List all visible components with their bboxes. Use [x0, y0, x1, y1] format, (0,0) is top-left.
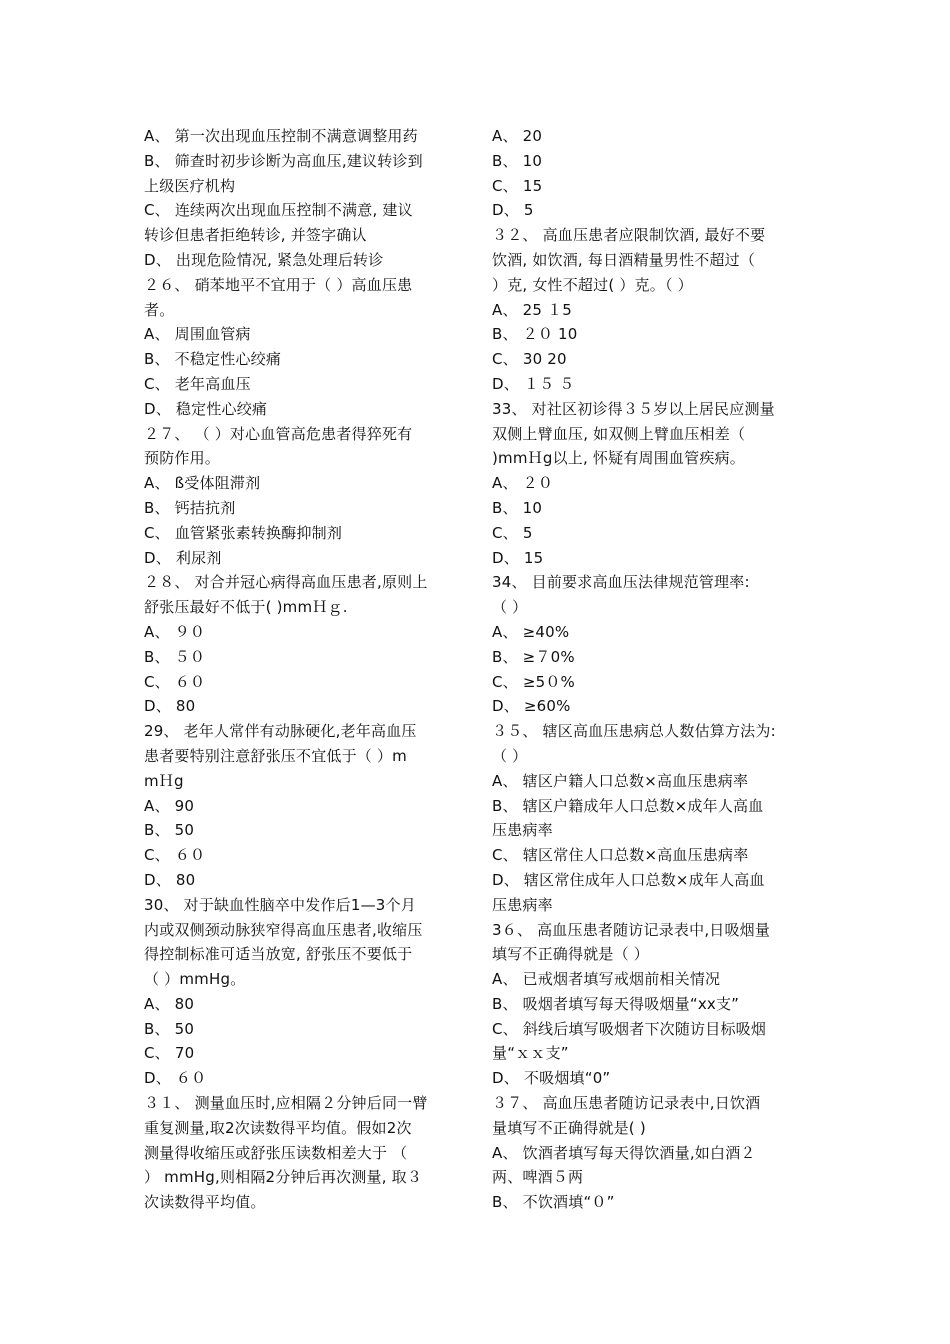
text-line: ２６、 硝苯地平不宜用于（ ）高血压患 — [144, 275, 413, 294]
text-line: 者。 — [144, 300, 175, 319]
text-line: A、 周围血管病 — [144, 325, 251, 344]
text-line: 测量得收缩压或舒张压读数相差大于 （ — [144, 1143, 408, 1162]
text-line: B、 辖区户籍成年人口总数×成年人高血 — [492, 796, 764, 815]
text-line: B、 不稳定性心绞痛 — [144, 350, 282, 369]
text-line: 预防作用。 — [144, 449, 221, 468]
text-line: C、 血管紧张素转换酶抑制剂 — [144, 523, 343, 542]
text-line: 舒张压最好不低于( )mmＨｇ. — [144, 598, 348, 617]
text-line: C、 30 20 — [492, 350, 567, 369]
text-line: B、 ≥７0% — [492, 647, 575, 666]
text-line: A、 25 １5 — [492, 300, 573, 319]
text-line: B、 ２０ 10 — [492, 325, 578, 344]
text-line: A、 饮酒者填写每天得饮酒量,如白酒２ — [492, 1143, 756, 1162]
text-line: 压患病率 — [492, 895, 553, 914]
text-line: ２８、 对合并冠心病得高血压患者,原则上 — [144, 573, 428, 592]
text-line: D、 辖区常住成年人口总数×成年人高血 — [492, 870, 765, 889]
text-line: B、 10 — [492, 498, 543, 517]
text-line: D、 稳定性心绞痛 — [144, 399, 268, 418]
text-line: D、 ６０ — [144, 1069, 207, 1088]
text-line: ）克, 女性不超过( ）克。（ ） — [492, 275, 693, 294]
text-line: B、 不饮酒填“０” — [492, 1193, 615, 1212]
text-line: ３２、 高血压患者应限制饮酒, 最好不要 — [492, 226, 766, 245]
text-line: ２７、 （ ）对心血管高危患者得猝死有 — [144, 424, 413, 443]
text-line: ３１、 测量血压时,应相隔２分钟后同一臂 — [144, 1094, 428, 1113]
text-line: mＨg — [144, 771, 184, 790]
text-line: C、 5 — [492, 523, 533, 542]
text-line: C、 连续两次出现血压控制不满意, 建议 — [144, 201, 413, 220]
text-line: B、 50 — [144, 1019, 195, 1038]
text-line: B、 50 — [144, 821, 195, 840]
text-line: 重复测量,取2次读数得平均值。假如2次 — [144, 1118, 412, 1137]
text-line: A、 已戒烟者填写戒烟前相关情况 — [492, 970, 721, 989]
text-line: 3６、 高血压患者随访记录表中,日吸烟量 — [492, 920, 771, 939]
text-line: ３７、 高血压患者随访记录表中,日饮酒 — [492, 1094, 761, 1113]
text-line: A、 ９０ — [144, 622, 206, 641]
text-line: 29、 老年人常伴有动脉硬化,老年高血压 — [144, 722, 417, 741]
text-line: 次读数得平均值。 — [144, 1193, 266, 1212]
text-line: C、 ６０ — [144, 846, 206, 865]
text-line: A、 第一次出现血压控制不满意调整用药 — [144, 127, 418, 145]
text-line: 内或双侧颈动脉狭窄得高血压患者,收缩压 — [144, 920, 423, 939]
text-line: 双侧上臂血压, 如双侧上臂血压相差（ — [492, 424, 746, 443]
text-line: 量“ｘｘ支” — [492, 1044, 569, 1063]
text-line: 30、 对于缺血性脑卒中发作后1—3个月 — [144, 895, 416, 914]
text-line: 上级医疗机构 — [144, 176, 236, 195]
text-line: 两、啤酒５两 — [492, 1168, 584, 1187]
text-line: C、 ６０ — [144, 672, 206, 691]
text-line: 饮酒, 如饮酒, 每日酒精量男性不超过（ — [492, 250, 756, 269]
text-line: A、 ß受体阻滞剂 — [144, 474, 261, 493]
text-line: 量填写不正确得就是( ) — [492, 1118, 646, 1137]
text-line: 33、 对社区初诊得３５岁以上居民应测量 — [492, 399, 775, 418]
text-line: C、 70 — [144, 1044, 195, 1063]
text-line: 压患病率 — [492, 821, 553, 840]
text-line: A、 ≥40% — [492, 622, 570, 641]
text-line: （ ）mmHg。 — [144, 970, 246, 989]
left-column — [144, 124, 462, 1215]
text-line: （ ） — [492, 598, 528, 617]
text-line: C、 15 — [492, 176, 543, 195]
text-line: C、 辖区常住人口总数×高血压患病率 — [492, 846, 749, 865]
text-line: ） mmHg,则相隔2分钟后再次测量, 取３ — [144, 1168, 423, 1187]
text-line: D、 不吸烟填“0” — [492, 1069, 611, 1088]
text-line: B、 钙拮抗剂 — [144, 498, 236, 517]
text-line: B、 吸烟者填写每天得吸烟量“xx支” — [492, 994, 740, 1013]
text-line: D、 ≥60% — [492, 697, 571, 716]
text-line: B、 10 — [492, 151, 543, 170]
text-line: B、 筛查时初步诊断为高血压,建议转诊到 — [144, 151, 423, 170]
text-line: A、 20 — [492, 127, 543, 145]
right-column — [492, 124, 810, 1215]
text-line: （ ） — [492, 746, 528, 765]
text-line: C、 斜线后填写吸烟者下次随访目标吸烟 — [492, 1019, 767, 1038]
text-line: C、 ≥5０% — [492, 672, 576, 691]
text-line: D、 出现危险情况, 紧急处理后转诊 — [144, 250, 384, 269]
text-line: ３５、 辖区高血压患病总人数估算方法为: — [492, 722, 776, 741]
text-line: A、 80 — [144, 994, 195, 1013]
text-line: A、 辖区户籍人口总数×高血压患病率 — [492, 771, 749, 790]
text-line: D、 １５ ５ — [492, 374, 575, 393]
text-line: 填写不正确得就是（ ） — [492, 945, 649, 964]
text-line: D、 80 — [144, 870, 196, 889]
text-line: D、 5 — [492, 201, 534, 220]
text-line: C、 老年高血压 — [144, 374, 251, 393]
text-line: B、 ５０ — [144, 647, 206, 666]
text-line: 得控制标准可适当放宽, 舒张压不要低于 — [144, 945, 413, 964]
text-line: )mmＨg以上, 怀疑有周围血管疾病。 — [492, 449, 745, 468]
text-line: D、 80 — [144, 697, 196, 716]
text-line: 34、 目前要求高血压法律规范管理率: — [492, 573, 750, 592]
text-line: 患者要特别注意舒张压不宜低于（ ）m — [144, 746, 407, 765]
text-line: A、 90 — [144, 796, 195, 815]
text-line: D、 15 — [492, 548, 544, 567]
text-line: 转诊但患者拒绝转诊, 并签字确认 — [144, 226, 367, 245]
text-line: A、 ２０ — [492, 474, 554, 493]
text-line: D、 利尿剂 — [144, 548, 222, 567]
